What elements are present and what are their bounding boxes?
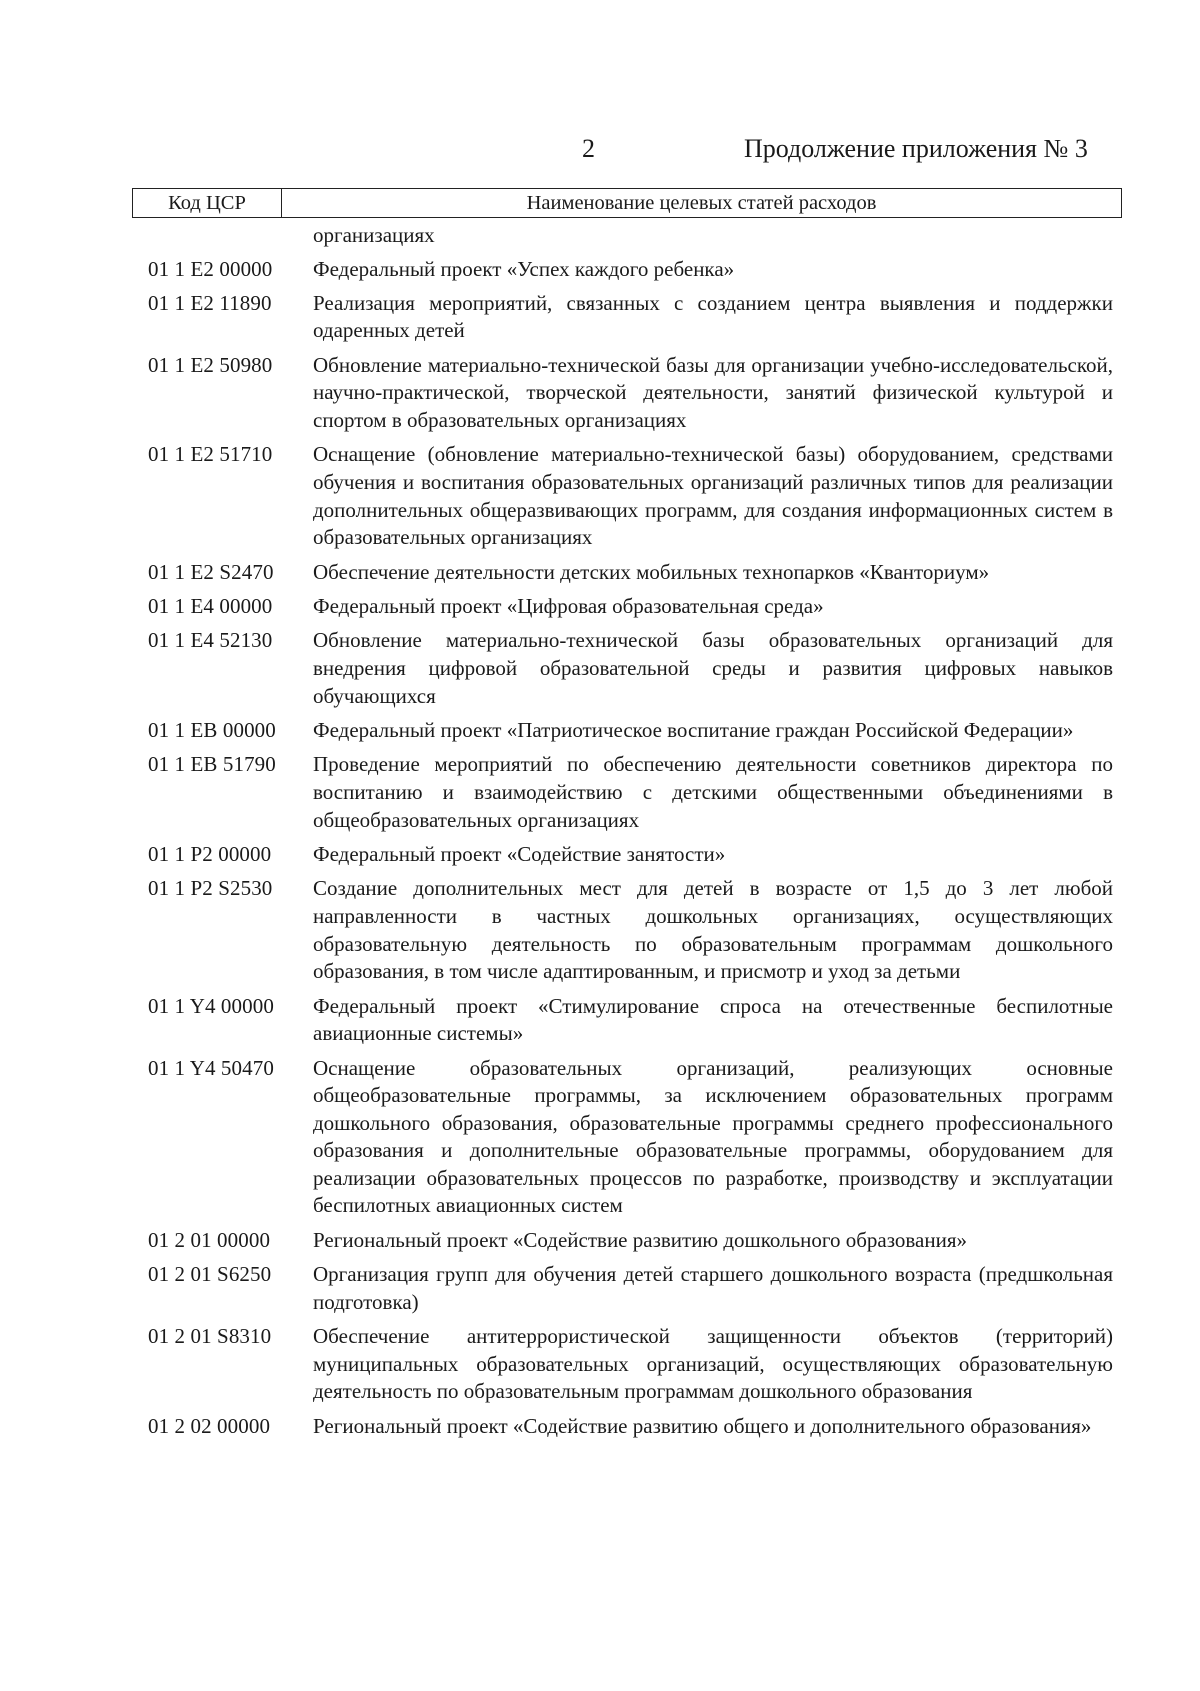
row-name: Проведение мероприятий по обеспечению деятельности советников директора по воспитанию и взаимодействию с детскими общественными объединениями в общеобразовательных организациях xyxy=(313,752,1113,832)
table-row xyxy=(148,627,1124,710)
row-code: 01 1 Y4 00000 xyxy=(148,993,274,1018)
row-name: Оснащение (обновление материально-технической базы) оборудованием, средствами обучения и воспитания образовательных организаций различных типов для реализации дополнительных общеразвивающих программ, для создания информационных систем в образовательных организациях xyxy=(313,442,1113,550)
row-name: Создание дополнительных мест для детей в возрасте от 1,5 до 3 лет любой направленности в частных дошкольных организациях, осуществляющих образовательную деятельность по образовательным программам дошкольного образования, в том числе адаптированным, и присмотр и уход за детьми xyxy=(313,876,1113,984)
row-code: 01 1 E4 52130 xyxy=(148,628,273,653)
column-header-name: Наименование целевых статей расходов xyxy=(526,192,877,214)
row-name: Федеральный проект «Цифровая образовательная среда» xyxy=(313,594,824,619)
row-code: 01 2 01 00000 xyxy=(148,1227,271,1252)
table-row xyxy=(148,593,1124,621)
table-row xyxy=(148,1055,1124,1221)
row-code: 01 1 E2 51710 xyxy=(148,442,273,467)
row-code: 01 2 02 00000 xyxy=(148,1413,271,1438)
row-name: Региональный проект «Содействие развитию общего и дополнительного образования» xyxy=(313,1413,1092,1438)
row-code: 01 1 P2 00000 xyxy=(148,841,272,866)
table-body xyxy=(148,222,1124,1447)
row-name: Обеспечение деятельности детских мобильных технопарков «Кванториум» xyxy=(313,559,990,584)
table-row xyxy=(148,1413,1124,1441)
row-code: 01 1 EB 00000 xyxy=(148,717,276,742)
row-name: Обновление материально-технической базы для организации учебно-исследовательской, научно-практической, творческой деятельности, занятий физической культурой и спортом в образовательных организациях xyxy=(313,352,1113,433)
row-name: Реализация мероприятий, связанных с созданием центра выявления и поддержки одаренных детей xyxy=(313,290,1113,343)
row-code: 01 1 E2 11890 xyxy=(148,290,272,315)
table-row xyxy=(148,993,1124,1048)
row-code: 01 1 Y4 50470 xyxy=(148,1055,274,1080)
page-number: 2 xyxy=(582,134,595,163)
row-name: Оснащение образовательных организаций, реализующих основные общеобразовательные программы, за исключением образовательных программ дошкольного образования, образовательные программы среднего профессионального образования и дополнительные образовательные программы, оборудованием для реализации образовательных процессов по разработке, производству и эксплуатации беспилотных авиационных систем xyxy=(313,1055,1113,1218)
row-code: 01 2 01 S6250 xyxy=(148,1262,272,1287)
row-code: 01 2 01 S8310 xyxy=(148,1324,272,1349)
table-row xyxy=(148,290,1124,345)
row-name: Федеральный проект «Содействие занятости» xyxy=(313,841,726,866)
table-row xyxy=(148,559,1124,587)
row-code: 01 1 E2 00000 xyxy=(148,256,273,281)
row-code: 01 1 P2 S2530 xyxy=(148,876,273,901)
table-row xyxy=(148,1261,1124,1316)
row-code: 01 1 E2 S2470 xyxy=(148,559,274,584)
table-row xyxy=(148,717,1124,745)
table-row xyxy=(148,256,1124,284)
row-code: 01 1 EB 51790 xyxy=(148,752,276,777)
row-name: Региональный проект «Содействие развитию дошкольного образования» xyxy=(313,1227,967,1252)
continued-text: организациях xyxy=(313,223,435,247)
column-header-code: Код ЦСР xyxy=(133,189,282,217)
table-row xyxy=(148,441,1124,551)
table-row xyxy=(148,875,1124,985)
row-name: Федеральный проект «Успех каждого ребенка» xyxy=(313,256,735,281)
row-name: Обеспечение антитеррористической защищенности объектов (территорий) муниципальных образовательных организаций, осуществляющих образовательную деятельность по образовательным программам дошкольного образования xyxy=(313,1324,1113,1404)
row-code: 01 1 E2 50980 xyxy=(148,352,273,377)
table-row xyxy=(148,352,1124,435)
row-name: Организация групп для обучения детей старшего дошкольного возраста (предшкольная подготовка) xyxy=(313,1262,1113,1314)
table-row xyxy=(148,841,1124,869)
table-row xyxy=(148,1227,1124,1255)
table-row xyxy=(148,751,1124,834)
table-header xyxy=(132,188,1122,218)
row-name: Федеральный проект «Стимулирование спроса на отечественные беспилотные авиационные системы» xyxy=(313,993,1113,1046)
row-code: 01 1 E4 00000 xyxy=(148,594,273,619)
row-name: Обновление материально-технической базы образовательных организаций для внедрения цифровой образовательной среды и развития цифровых навыков обучающихся xyxy=(313,628,1113,708)
row-name: Федеральный проект «Патриотическое воспитание граждан Российской Федерации» xyxy=(313,717,1074,742)
table-row xyxy=(148,1323,1124,1406)
continuation-title: Продолжение приложения № 3 xyxy=(744,134,1088,163)
